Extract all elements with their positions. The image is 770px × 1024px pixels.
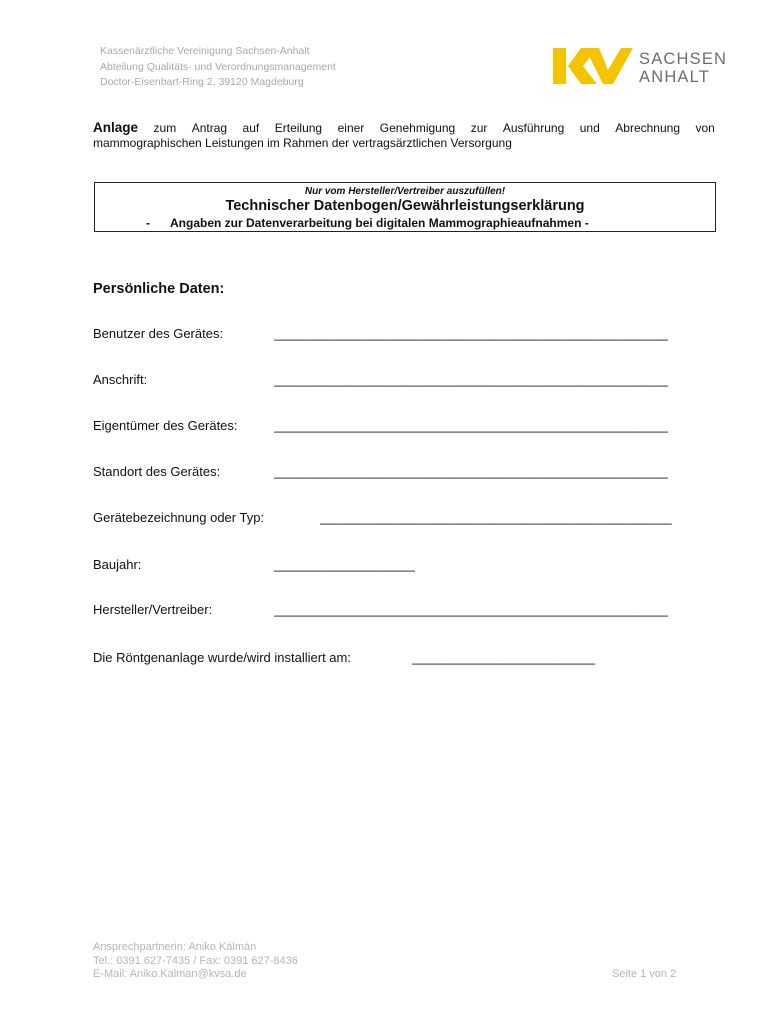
field-label-device-user: Benutzer des Gerätes: bbox=[93, 326, 224, 341]
field-label-device-location: Standort des Gerätes: bbox=[93, 464, 221, 479]
intro-word: Antrag bbox=[191, 121, 228, 135]
manufacturer-note: Nur vom Hersteller/Vertreiber auszufüllen! bbox=[304, 186, 506, 197]
intro-word: Abrechnung bbox=[615, 121, 680, 135]
intro-paragraph bbox=[93, 120, 715, 151]
field-line-device-type[interactable]: __________________________________________________ bbox=[320, 510, 672, 525]
logo-wordmark-line2: ANHALT bbox=[639, 68, 711, 86]
footer-contact bbox=[93, 941, 298, 982]
intro-word: und bbox=[579, 121, 600, 135]
field-line-manufacturer[interactable]: ________________________________________________________ bbox=[274, 602, 668, 617]
footer-contact-person: Ansprechpartnerin: Aniko Kálmán bbox=[93, 941, 257, 953]
intro-lead: Anlage bbox=[93, 120, 139, 135]
sender-line-department: Abteilung Qualitäts- und Verordnungsmanagement bbox=[100, 60, 336, 73]
intro-line-2: mammographischen Leistungen im Rahmen der vertragsärztlichen Versorgung bbox=[93, 136, 512, 150]
field-line-device-user[interactable]: ________________________________________________________ bbox=[274, 326, 668, 341]
intro-word: Erteilung bbox=[274, 121, 323, 135]
subtitle-dash: - bbox=[146, 216, 150, 230]
sender-line-street: Doctor-Eisenbart-Ring 2, 39120 Magdeburg bbox=[100, 76, 304, 88]
intro-word: Ausführung bbox=[502, 121, 565, 135]
page-number: Seite 1 von 2 bbox=[612, 968, 677, 980]
field-label-manufacturer: Hersteller/Vertreiber: bbox=[93, 602, 213, 617]
field-label-address: Anschrift: bbox=[93, 372, 148, 387]
field-label-device-owner: Eigentümer des Gerätes: bbox=[93, 418, 238, 433]
intro-word: zur bbox=[470, 121, 488, 135]
title-box bbox=[94, 182, 716, 232]
section-heading-personal-data: Persönliche Daten: bbox=[93, 281, 225, 297]
footer-contact-phone: Tel.: 0391 627-7435 / Fax: 0391 627-8436 bbox=[93, 954, 298, 967]
field-line-address[interactable]: ________________________________________________________ bbox=[274, 372, 668, 387]
field-label-year-built: Baujahr: bbox=[93, 557, 142, 572]
intro-word: zum bbox=[153, 121, 177, 135]
field-line-year-built[interactable]: ____________________ bbox=[274, 557, 415, 572]
intro-word: einer bbox=[337, 121, 365, 135]
field-line-device-location[interactable]: ________________________________________________________ bbox=[274, 464, 668, 479]
field-label-device-type: Gerätebezeichnung oder Typ: bbox=[93, 510, 265, 525]
field-label-installation-date: Die Röntgenanlage wurde/wird installiert am: bbox=[93, 650, 351, 665]
intro-word: Genehmigung bbox=[379, 121, 456, 135]
field-line-installation-date[interactable]: __________________________ bbox=[412, 650, 595, 665]
subtitle-text: Angaben zur Datenverarbeitung bei digitalen Mammographieaufnahmen - bbox=[170, 216, 589, 230]
intro-word: auf bbox=[242, 121, 260, 135]
logo-wordmark-line1: SACHSEN bbox=[639, 50, 728, 68]
sender-line-organization: Kassenärztliche Vereinigung Sachsen-Anhalt bbox=[100, 45, 310, 57]
sender-address bbox=[100, 44, 336, 91]
intro-line-1 bbox=[93, 120, 715, 136]
field-line-device-owner[interactable]: ________________________________________________________ bbox=[274, 418, 668, 433]
footer-contact-email: E-Mail: Aniko.Kalman@kvsa.de bbox=[93, 968, 247, 980]
kv-sachsen-anhalt-logo bbox=[553, 44, 728, 88]
intro-word: von bbox=[695, 121, 715, 135]
kv-logo-mark-icon bbox=[553, 44, 633, 88]
logo-wordmark bbox=[639, 50, 727, 86]
form-title: Technischer Datenbogen/Gewährleistungserklärung bbox=[225, 198, 585, 214]
